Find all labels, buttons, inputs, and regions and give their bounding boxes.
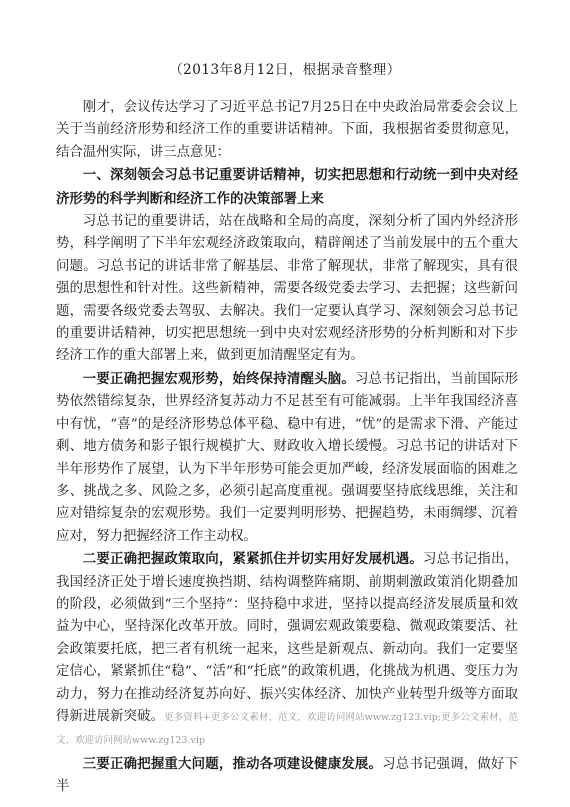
point-two-lead: 二要正确把握政策取向，紧紧抓住并切实用好发展机遇。 <box>82 551 423 568</box>
paragraph-point-one <box>56 368 518 548</box>
footer-watermark-text: 更多资料+更多公文素材，范文，欢迎访问网站www.zg123.vip;更多公文素材，范文，欢迎访问网站www.zg123.vip <box>56 711 518 747</box>
paragraph-point-two <box>56 548 518 753</box>
document-subtitle: （2013年8月12日，根据录音整理） <box>169 62 401 78</box>
paragraph-intro <box>56 97 518 164</box>
paragraph-section-one-text: 习总书记的重要讲话，站在战略和全局的高度，深刻分析了国内外经济形势，科学阐明了下半年宏观经济政策取向，精辟阐述了当前发展中的五个重大问题。习总书记的讲话非常了解基层、非常了解现状，非常了解现实，具有很强的思想性和针对性。这些新精神，需要各级党委去学习、去把握；这些新问题，需要各级党委去驾驭、去解决。我们一定要认真学习、深刻领会习总书记的重要讲话精神，切实把思想统一到中央对宏观经济形势的分析判断和对下步经济工作的重大部署上来，做到更加清醒坚定有为。 <box>56 214 518 364</box>
point-three-text: 习总书记强调，做好下半 <box>56 756 519 795</box>
document-body <box>56 97 518 799</box>
point-one-lead: 一要正确把握宏观形势，始终保持清醒头脑。 <box>82 370 355 387</box>
paragraph-point-three <box>56 753 518 799</box>
point-three-lead: 三要正确把握重大问题，推动各项建设健康发展。 <box>82 755 383 772</box>
paragraph-intro-text: 刚才，会议传达学习了习近平总书记7月25日在中央政治局常委会会议上关于当前经济形势和经济工作的重要讲话精神。下面，我根据省委贯彻意见，结合温州实际，讲三点意见： <box>56 100 518 160</box>
paragraph-section-one <box>56 211 518 368</box>
point-two-text: 习总书记指出，我国经济正处于增长速度换挡期、结构调整阵痛期、前期刺激政策消化期叠加的阶段，必须做到“三个坚持”：坚持稳中求进，坚持以提高经济发展质量和效益为中心，坚持深化改革开放。同时，强调宏观政策要稳、微观政策要活、社会政策要托底，把三者有机统一起来，这些是新观点、新动向。我们一定要坚定信心，紧紧抓住“稳”、“活”和“托底”的政策机遇，化挑战为机遇、变压力为动力，努力在推动经济复苏向好、振兴实体经济、加快产业转型升级等方面取得新进展新突破。 <box>56 552 519 724</box>
section-heading-one-text: 一、深刻领会习总书记重要讲话精神，切实把思想和行动统一到中央对经济形势的科学判断和经济工作的决策部署上来 <box>56 167 518 207</box>
point-one-text: 习总书记指出，当前国际形势依然错综复杂，世界经济复苏动力不足甚至有可能减弱。上半年我国经济喜中有忧，“喜”的是经济形势总体平稳、稳中有进，“忧”的是需求下滑、产能过剩、地方债务和影子银行规模扩大、财政收入增长缓慢。习总书记的讲话对下半年形势作了展望，认为下半年形势可能会更加严峻，经济发展面临的困难之多、挑战之多、风险之多，必须引起高度重视。强调要坚持底线思维，关注和应对错综复杂的宏观形势。我们一定要判明形势、把握趋势，未雨绸缪、沉着应对，努力把握经济工作主动权。 <box>56 371 519 544</box>
section-heading-one <box>56 164 518 211</box>
